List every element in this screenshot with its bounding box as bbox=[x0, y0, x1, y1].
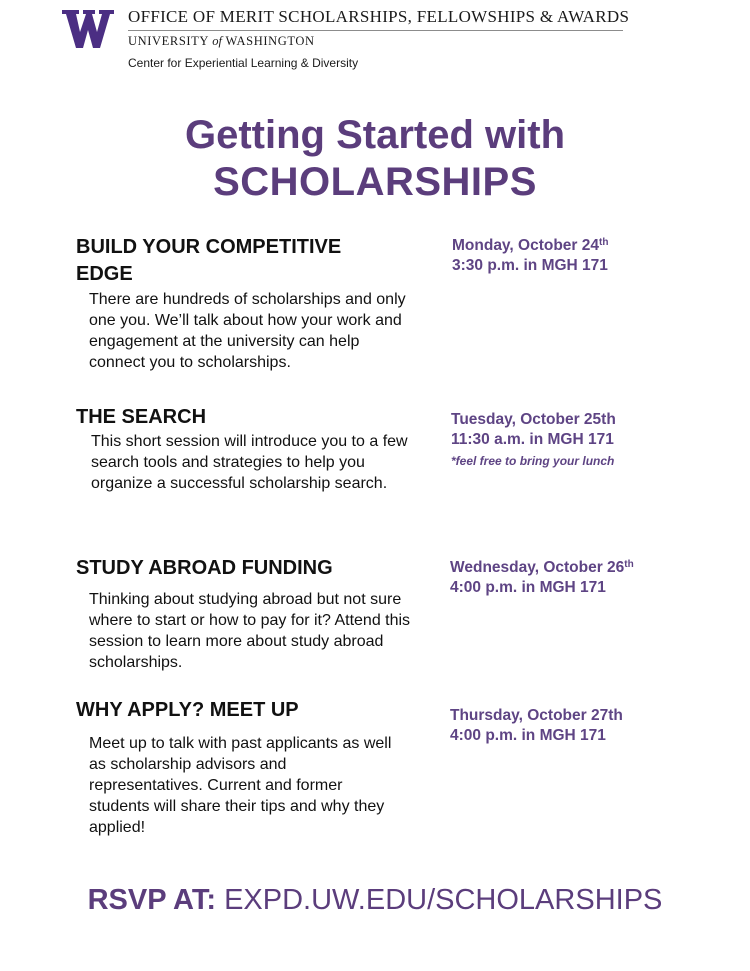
session-description: Thinking about studying abroad but not sure where to start or how to pay for it? Attend this session to learn more about study abroad scholarships. bbox=[89, 591, 411, 671]
university-name bbox=[128, 34, 315, 49]
session-time: 4:00 p.m. in MGH 171 bbox=[450, 727, 606, 744]
session-time: 11:30 a.m. in MGH 171 bbox=[451, 431, 614, 448]
rsvp-label: RSVP AT: bbox=[87, 884, 216, 916]
session-description: This short session will introduce you to a few search tools and strategies to help you organize a successful scholarship search. bbox=[91, 433, 408, 492]
session-title-line: EDGE bbox=[76, 263, 133, 285]
session-schedule bbox=[450, 706, 710, 746]
session-note: *feel free to bring your lunch bbox=[451, 454, 615, 468]
session-time: 3:30 p.m. in MGH 171 bbox=[452, 257, 608, 274]
session-day: Tuesday, October 25th bbox=[451, 411, 616, 428]
rsvp-line bbox=[0, 884, 750, 917]
session-time: 4:00 p.m. in MGH 171 bbox=[450, 579, 606, 596]
university-name-post: WASHINGTON bbox=[225, 34, 315, 48]
session-schedule bbox=[451, 410, 711, 450]
session-title bbox=[76, 234, 416, 288]
session-title-line: BUILD YOUR COMPETITIVE bbox=[76, 236, 342, 258]
page-title-line2: SCHOLARSHIPS bbox=[213, 160, 537, 204]
session-day: Wednesday, October 26 bbox=[450, 559, 625, 576]
session-schedule bbox=[450, 558, 720, 598]
session-title: WHY APPLY? MEET UP bbox=[76, 699, 299, 721]
session-title: THE SEARCH bbox=[76, 406, 207, 428]
university-name-pre: UNIVERSITY bbox=[128, 34, 209, 48]
session-day-suffix: th bbox=[599, 237, 609, 248]
session-description: There are hundreds of scholarships and only one you. We’ll talk about how your work and engagement at the university can help connect you to scholarships. bbox=[89, 291, 406, 371]
session-schedule bbox=[452, 236, 712, 276]
page-title-line1: Getting Started with bbox=[185, 113, 565, 157]
uw-w-logo bbox=[62, 10, 114, 48]
center-name: Center for Experiential Learning & Diversity bbox=[128, 56, 359, 70]
rsvp-link[interactable]: EXPD.UW.EDU/SCHOLARSHIPS bbox=[224, 884, 663, 916]
session-day-suffix: th bbox=[624, 559, 634, 570]
session-title: STUDY ABROAD FUNDING bbox=[76, 557, 333, 579]
session-day: Thursday, October 27th bbox=[450, 707, 623, 724]
session-day: Monday, October 24 bbox=[452, 237, 599, 254]
session-description: Meet up to talk with past applicants as well as scholarship advisors and representatives. Current and former students will share their tips and why they applied! bbox=[89, 735, 392, 836]
page-title bbox=[0, 112, 750, 206]
office-title: OFFICE OF MERIT SCHOLARSHIPS, FELLOWSHIPS & AWARDS bbox=[128, 7, 623, 31]
university-name-of: of bbox=[212, 34, 222, 48]
